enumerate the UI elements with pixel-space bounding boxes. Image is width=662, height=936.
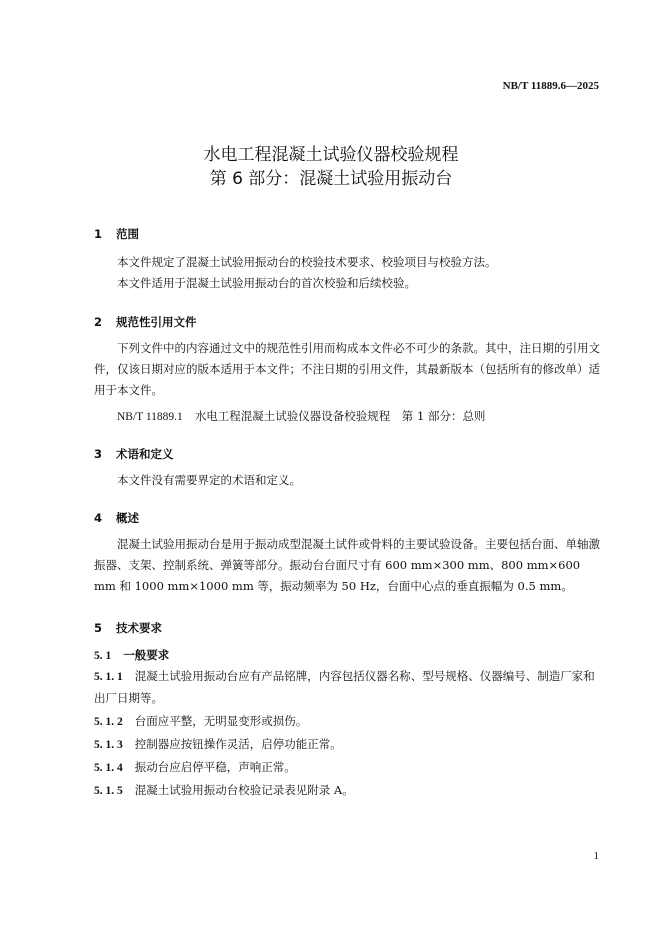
- section-2-para: 下列文件中的内容通过文中的规范性引用而构成本文件必不可少的条款。其中，注日期的引用文件，仅该日期对应的版本适用于本文件；不注日期的引用文件，其最新版本（包括所有的修改单）适用于本文件。: [94, 341, 600, 397]
- section-1-para-1: 本文件规定了混凝土试验用振动台的校验技术要求、校验项目与校验方法。: [117, 255, 497, 269]
- clause-number: 5. 1. 3: [94, 739, 123, 751]
- subsection-5-1-heading: [94, 647, 169, 663]
- clause-number: 5. 1. 1: [94, 671, 123, 683]
- section-number: 5: [94, 621, 103, 635]
- section-3-para: 本文件没有需要界定的术语和定义。: [117, 473, 301, 487]
- reference-title: 水电工程混凝土试验仪器设备校验规程 第 1 部分：总则: [194, 409, 486, 423]
- subsection-title: 一般要求: [123, 648, 170, 662]
- section-number: 3: [94, 447, 103, 461]
- section-title: 术语和定义: [116, 447, 174, 461]
- clause-text: 控制器应按钮操作灵活，启停功能正常。: [134, 737, 342, 751]
- section-3-heading: [94, 446, 174, 462]
- section-number: 2: [94, 315, 103, 329]
- subsection-number: 5. 1: [94, 650, 112, 662]
- clause-5-1-3: [94, 734, 600, 756]
- clause-text: 混凝土试验用振动台应有产品铭牌，内容包括仪器名称、型号规格、仪器编号、制造厂家和出厂日期等。: [94, 669, 595, 705]
- clause-5-1-2: [94, 711, 600, 733]
- section-4-para: 混凝土试验用振动台是用于振动成型混凝土试件或骨料的主要试验设备。主要包括台面、单轴激振器、支架、控制系统、弹簧等部分。振动台台面尺寸有 600 mm×300 mm、800 mm×600 mm 和 1000 mm×1000 mm 等，振动频率为 50 Hz，台面中心点的垂直振幅为 0.5 mm。: [94, 537, 600, 593]
- clause-number: 5. 1. 4: [94, 762, 123, 774]
- section-number: 1: [94, 227, 103, 241]
- clause-text: 混凝土试验用振动台校验记录表见附录 A。: [134, 783, 354, 797]
- section-1-para-2: 本文件适用于混凝土试验用振动台的首次校验和后续校验。: [117, 276, 416, 290]
- standard-code: NB/T 11889.6—2025: [502, 80, 599, 92]
- section-2-heading: [94, 314, 197, 330]
- clause-text: 台面应平整，无明显变形或损伤。: [134, 714, 308, 728]
- page-number: 1: [593, 850, 599, 862]
- document-title: [0, 143, 662, 191]
- clause-number: 5. 1. 5: [94, 785, 123, 797]
- normative-reference: [94, 406, 600, 428]
- section-4-heading: [94, 510, 139, 526]
- clause-text: 振动台应启停平稳，声响正常。: [134, 760, 296, 774]
- clause-number: 5. 1. 2: [94, 716, 123, 728]
- title-line-1: 水电工程混凝土试验仪器校验规程: [203, 145, 459, 165]
- section-title: 技术要求: [116, 621, 163, 635]
- section-title: 范围: [116, 227, 140, 241]
- reference-code: NB/T 11889.1: [117, 411, 183, 423]
- clause-5-1-5: [94, 780, 600, 802]
- section-1-heading: [94, 226, 139, 242]
- section-5-heading: [94, 620, 162, 636]
- section-number: 4: [94, 511, 103, 525]
- clause-5-1-1: [94, 666, 600, 709]
- section-title: 概述: [116, 511, 140, 525]
- section-title: 规范性引用文件: [116, 315, 197, 329]
- title-line-2: 第 6 部分：混凝土试验用振动台: [209, 169, 453, 189]
- clause-5-1-4: [94, 757, 600, 779]
